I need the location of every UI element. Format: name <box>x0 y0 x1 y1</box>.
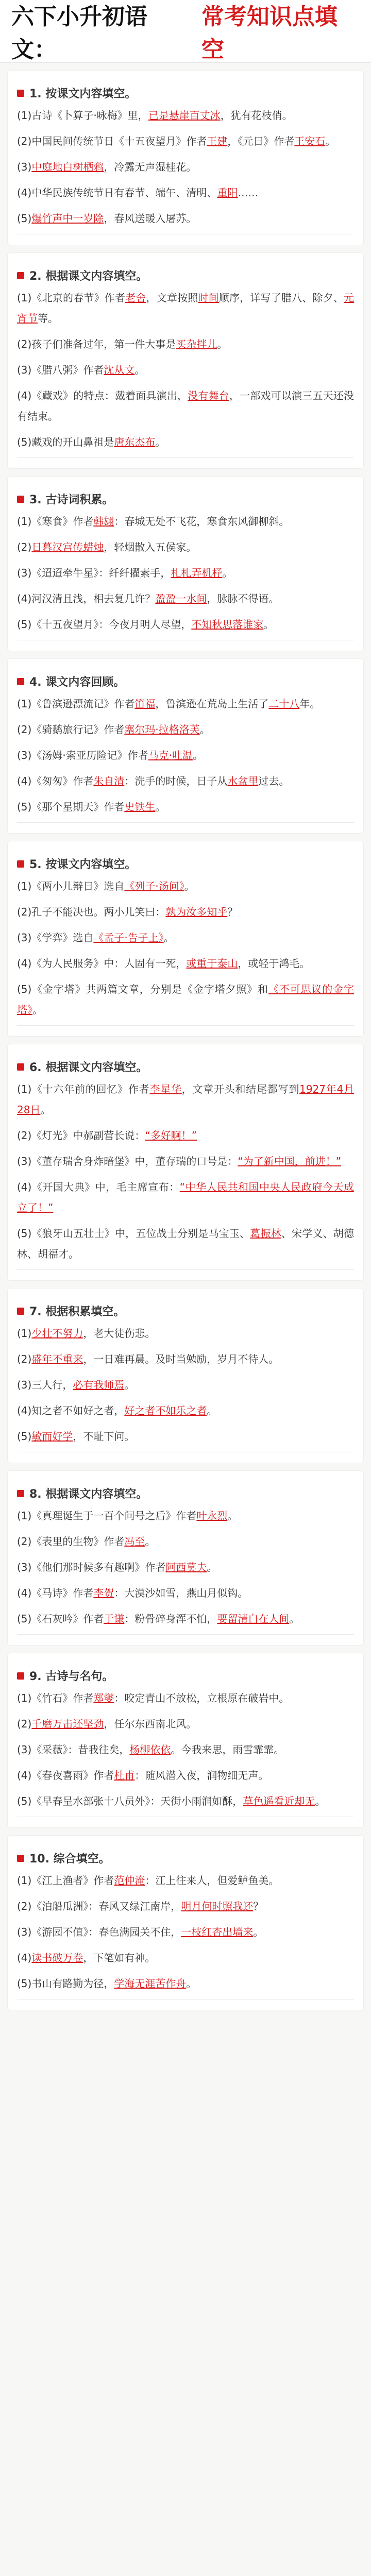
answer-text: 杨柳依依 <box>129 1743 171 1756</box>
question-text: 。 <box>199 723 210 736</box>
section-heading-text: 6. 根据课文内容填空。 <box>29 1061 148 1074</box>
question-text: (2) <box>17 541 32 553</box>
question-text: ？ <box>227 906 238 918</box>
question-text: 。 <box>193 749 204 761</box>
fill-blank-item <box>17 771 354 791</box>
fill-blank-item <box>17 693 354 714</box>
question-text: (5)《狼牙山五壮士》中，五位战士分别是马宝玉、 <box>17 1227 250 1240</box>
fill-blank-item <box>17 1151 354 1172</box>
fill-blank-item <box>17 1688 354 1708</box>
question-text: (4)《为人民服务》中：人固有一死， <box>17 957 187 970</box>
fill-blank-item <box>17 1608 354 1629</box>
question-text: 过去。 <box>258 775 290 787</box>
question-text: ，犹有花枝俏。 <box>220 109 293 122</box>
section-divider <box>17 1634 354 1635</box>
answer-text: 盈盈一水间 <box>155 592 207 605</box>
section-heading <box>17 1298 354 1323</box>
question-text: (3)《迢迢牵牛星》：纤纤擢素手， <box>17 567 171 579</box>
section-block <box>7 252 364 469</box>
question-text: (3)《董存瑞舍身炸暗堡》中，董存瑞的口号是： <box>17 1155 238 1167</box>
question-text: ，文章按照 <box>146 292 198 304</box>
question-text: …… <box>238 187 259 199</box>
question-text: (5)藏戏的开山鼻祖是 <box>17 436 114 448</box>
section-heading-text: 7. 根据积累填空。 <box>29 1306 125 1318</box>
question-text: 顺序，详写了腊八、除夕、 <box>218 292 344 304</box>
bullet-square-icon <box>17 272 24 279</box>
question-text: ：随风潜入夜，润物细无声。 <box>134 1769 269 1782</box>
answer-text: 沈从文 <box>104 364 135 376</box>
answer-text: “为了新中国，前进！” <box>238 1155 342 1167</box>
fill-blank-item <box>17 563 354 583</box>
answer-text: “多好啊！” <box>145 1129 197 1142</box>
question-text: 年。 <box>299 698 321 710</box>
answer-text: 王安石 <box>294 135 326 147</box>
question-text: ：洗手的时候，日子从 <box>124 775 228 787</box>
question-text: ，下笔如有神。 <box>83 1952 156 1964</box>
page-header <box>0 0 371 63</box>
section-divider <box>17 1269 354 1270</box>
answer-text: “中华人民共和国中央人民政府今天成立了！” <box>17 1181 354 1214</box>
answer-text: 要留清白在人间 <box>217 1613 290 1625</box>
fill-blank-item <box>17 1765 354 1786</box>
fill-blank-item <box>17 719 354 740</box>
question-text: 。 <box>184 880 195 892</box>
question-text: (3)《游园不值》：春色满园关不住， <box>17 1926 181 1938</box>
fill-blank-item <box>17 745 354 766</box>
answer-text: 敏而好学 <box>31 1430 73 1443</box>
answer-text: 好之者不如乐之者 <box>124 1404 207 1417</box>
answer-text: 元宵节 <box>17 292 355 325</box>
question-text: (4)《开国大典》中，毛主席宣布： <box>17 1181 180 1193</box>
fill-blank-item <box>17 208 354 229</box>
section-block <box>7 841 364 1037</box>
fill-blank-item <box>17 1125 354 1146</box>
question-text: (1)《十六年前的回忆》作者 <box>17 1083 150 1095</box>
answer-text: 少壮不努力 <box>31 1327 83 1340</box>
question-text: 、宋学义、胡德林、胡福才。 <box>17 1227 355 1260</box>
question-text: 等。 <box>38 312 58 325</box>
question-text: 。 <box>134 364 145 376</box>
fill-blank-item <box>17 927 354 948</box>
fill-blank-item <box>17 1223 354 1264</box>
question-text: 。 <box>186 1977 197 1990</box>
fill-blank-item <box>17 1400 354 1421</box>
section-heading-text: 8. 根据课文内容填空。 <box>29 1488 148 1501</box>
section-heading <box>17 80 354 105</box>
answer-text: 重阳 <box>217 187 238 199</box>
question-text: (4)《匆匆》作者 <box>17 775 94 787</box>
fill-blank-item <box>17 902 354 922</box>
bullet-square-icon <box>17 678 24 685</box>
answer-text: 杜甫 <box>114 1769 135 1782</box>
answer-text: 李星华 <box>149 1083 182 1095</box>
question-text: (5) <box>17 1430 32 1443</box>
question-text: 。 <box>227 1510 238 1522</box>
question-text: ，一日难再晨。及时当勉励，岁月不待人。 <box>83 1353 279 1365</box>
bullet-square-icon <box>17 496 24 503</box>
answer-text: 水盆里 <box>227 775 259 787</box>
bullet-square-icon <box>17 1308 24 1315</box>
answer-text: 《列子·汤问》 <box>124 880 184 892</box>
section-heading <box>17 1480 354 1505</box>
fill-blank-item <box>17 334 354 354</box>
bullet-square-icon <box>17 1672 24 1680</box>
fill-blank-item <box>17 1870 354 1891</box>
section-heading-text: 4. 课文内容回顾。 <box>29 676 125 689</box>
answer-text: 韩翃 <box>93 515 114 528</box>
answer-text: 史铁生 <box>124 801 156 813</box>
fill-blank-item <box>17 1323 354 1344</box>
question-text: (3)《他们那时候多有趣啊》作者 <box>17 1561 166 1573</box>
section-heading-text: 9. 古诗与名句。 <box>29 1670 114 1683</box>
fill-blank-item <box>17 511 354 532</box>
question-text: (4)知之者不如好之者， <box>17 1404 125 1417</box>
question-text: (5)《早春呈水部张十八员外》：天街小雨润如酥， <box>17 1795 243 1807</box>
section-heading <box>17 1054 354 1079</box>
fill-blank-item <box>17 1426 354 1447</box>
answer-text: 于谦 <box>104 1613 125 1625</box>
question-text: (4) <box>17 1952 32 1964</box>
question-text: (5)《金字塔》共两篇文章，分别是《金字塔夕照》和 <box>17 983 268 995</box>
question-text: (1)《江上渔者》作者 <box>17 1874 114 1887</box>
answer-text: 或重于泰山 <box>186 957 238 970</box>
section-block <box>7 70 364 245</box>
question-text: ：咬定青山不放松，立根原在破岩中。 <box>114 1692 290 1704</box>
question-text: ，文章开头和结尾都写到 <box>181 1083 300 1095</box>
question-text: 。 <box>163 931 174 944</box>
answer-text: 日暮汉宫传蜡烛 <box>31 541 104 553</box>
answer-text: 郑燮 <box>93 1692 114 1704</box>
section-block <box>7 476 364 651</box>
page-subtitle: 常考知识点填空 <box>201 4 338 63</box>
fill-blank-item <box>17 796 354 817</box>
answer-text: 《孟子·告子上》 <box>93 931 164 944</box>
fill-blank-item <box>17 979 354 1020</box>
section-block <box>7 1044 364 1281</box>
question-text: (5)《石灰吟》作者 <box>17 1613 104 1625</box>
fill-blank-item <box>17 432 354 452</box>
question-text: 。 <box>263 618 274 631</box>
answer-text: 已是悬崖百丈冰 <box>148 109 221 122</box>
question-text: (4)中华民族传统节日有春节、端午、清明、 <box>17 187 217 199</box>
answer-text: 《不可思议的金字塔》 <box>17 983 354 1016</box>
question-text: 。 <box>155 801 166 813</box>
section-heading <box>17 851 354 876</box>
question-text: (4)河汉清且浅，相去复几许？ <box>17 592 156 605</box>
fill-blank-item <box>17 157 354 177</box>
question-text: (2)《灯光》中郝副营长说： <box>17 1129 145 1142</box>
question-text: 。 <box>155 436 166 448</box>
question-text: (1)古诗《卜算子·咏梅》里， <box>17 109 148 122</box>
answer-text: 没有舞台 <box>188 389 229 402</box>
question-text: ，春风送暖入屠苏。 <box>104 212 197 225</box>
bullet-square-icon <box>17 1490 24 1497</box>
question-text: (5)《十五夜望月》：今夜月明人尽望， <box>17 618 192 631</box>
question-text: 。 <box>222 567 233 579</box>
answer-text: 朱自清 <box>93 775 125 787</box>
answer-text: 笛福 <box>134 698 156 710</box>
fill-blank-item <box>17 131 354 151</box>
fill-blank-item <box>17 1349 354 1369</box>
question-text: ：江上往来人，但爱鲈鱼美。 <box>145 1874 279 1887</box>
fill-blank-item <box>17 1531 354 1552</box>
question-text: (2) <box>17 1353 32 1365</box>
section-heading-text: 2. 根据课文内容填空。 <box>29 270 148 283</box>
question-text: 。 <box>145 1535 156 1548</box>
question-text: ，《元日》作者 <box>227 135 295 147</box>
answer-text: 孰为汝多知乎 <box>165 906 228 918</box>
question-text: (1)《北京的春节》作者 <box>17 292 126 304</box>
question-text: 。今我来思，雨雪霏霏。 <box>171 1743 284 1756</box>
fill-blank-item <box>17 1505 354 1526</box>
fill-blank-item <box>17 1557 354 1578</box>
question-text: (2)《表里的生物》作者 <box>17 1535 125 1548</box>
answer-text: 马克·吐温 <box>148 749 193 761</box>
question-text: 。 <box>40 1104 51 1116</box>
section-block <box>7 1653 364 1828</box>
answer-text: 冯至 <box>124 1535 145 1548</box>
question-text: (3)《腊八粥》作者 <box>17 364 104 376</box>
question-text: ，任尔东西南北风。 <box>104 1718 197 1730</box>
question-text: ，冷露无声湿桂花。 <box>104 161 197 173</box>
fill-blank-item <box>17 1079 354 1120</box>
fill-blank-item <box>17 1714 354 1734</box>
question-text: (2)中国民间传统节日《十五夜望月》作者 <box>17 135 207 147</box>
question-text: ，不耻下问。 <box>73 1430 135 1443</box>
answer-text: 王建 <box>207 135 228 147</box>
section-heading <box>17 486 354 511</box>
question-text: 。 <box>217 338 228 350</box>
question-text: (4)《春夜喜雨》作者 <box>17 1769 114 1782</box>
question-text: (4)《藏戏》的特点：戴着面具演出， <box>17 389 188 402</box>
question-text: (1)《真理诞生于一百个问号之后》作者 <box>17 1510 197 1522</box>
question-text: 。 <box>207 1404 217 1417</box>
question-text: (3)三人行， <box>17 1379 73 1391</box>
question-text: ，一部戏可以演三五天还没有结束。 <box>17 389 354 422</box>
section-divider <box>17 1025 354 1026</box>
question-text: (3)《学弈》选自 <box>17 931 94 944</box>
question-text: ，或轻于鸿毛。 <box>238 957 310 970</box>
question-text: (3)《汤姆·索亚历险记》作者 <box>17 749 148 761</box>
answer-text: 草色遥看近却无 <box>243 1795 315 1807</box>
question-text: ，鲁滨逊在荒岛上生活了 <box>155 698 269 710</box>
question-text: ：大漠沙如雪，燕山月似钩。 <box>114 1587 248 1599</box>
fill-blank-item <box>17 1922 354 1942</box>
section-heading <box>17 1663 354 1688</box>
question-text: (3)《采薇》：昔我往矣， <box>17 1743 130 1756</box>
answer-text: 读书破万卷 <box>31 1952 83 1964</box>
fill-blank-item <box>17 1896 354 1917</box>
fill-blank-item <box>17 1973 354 1994</box>
fill-blank-item <box>17 1791 354 1811</box>
answer-text: 一枝红杏出墙来 <box>181 1926 254 1938</box>
section-block <box>7 658 364 834</box>
bullet-square-icon <box>17 90 24 97</box>
answer-text: 李贺 <box>93 1587 114 1599</box>
question-text: (5)书山有路勤为径， <box>17 1977 114 1990</box>
answer-text: 不知秋思落谁家 <box>191 618 264 631</box>
question-text: (1) <box>17 1327 32 1340</box>
section-heading-text: 3. 古诗词积累。 <box>29 494 114 506</box>
answer-text: 1927年4月28日 <box>17 1083 354 1116</box>
fill-blank-item <box>17 537 354 557</box>
section-heading-text: 1. 按课文内容填空。 <box>29 88 137 100</box>
question-text: (2)《骑鹅旅行记》作者 <box>17 723 125 736</box>
question-text: (5)《那个星期天》作者 <box>17 801 125 813</box>
question-text: ？ <box>253 1900 264 1912</box>
bullet-square-icon <box>17 860 24 868</box>
fill-blank-item <box>17 588 354 609</box>
question-text: (5) <box>17 212 32 225</box>
fill-blank-item <box>17 182 354 203</box>
answer-text: 阿西莫夫 <box>165 1561 207 1573</box>
question-text: (3) <box>17 161 32 173</box>
question-text: (2)孩子们准备过年，第一件大事是 <box>17 338 176 350</box>
section-heading-text: 5. 按课文内容填空。 <box>29 858 137 871</box>
fill-blank-item <box>17 1177 354 1218</box>
question-text: (2)《泊船瓜洲》：春风又绿江南岸， <box>17 1900 181 1912</box>
answer-text: 明月何时照我还 <box>181 1900 254 1912</box>
fill-blank-item <box>17 1947 354 1968</box>
answer-text: 札札弄机杼 <box>171 567 223 579</box>
bullet-square-icon <box>17 1855 24 1862</box>
answer-text: 老舍 <box>125 292 146 304</box>
answer-text: 葛振林 <box>250 1227 281 1240</box>
question-text: 。 <box>124 1379 135 1391</box>
question-text: (1)《竹石》作者 <box>17 1692 94 1704</box>
answer-text: 二十八 <box>268 698 300 710</box>
question-text: (1)《鲁滨逊漂流记》作者 <box>17 698 135 710</box>
answer-text: 买杂拌儿 <box>176 338 217 350</box>
section-heading <box>17 1845 354 1870</box>
answer-text: 爆竹声中一岁除 <box>31 212 104 225</box>
bullet-square-icon <box>17 1063 24 1071</box>
question-text: 。 <box>289 1613 300 1625</box>
fill-blank-item <box>17 360 354 380</box>
fill-blank-item <box>17 1583 354 1603</box>
question-text: (2)孔子不能决也。两小儿笑曰： <box>17 906 166 918</box>
answer-text: 塞尔玛·拉格洛芙 <box>124 723 200 736</box>
question-text: (2) <box>17 1718 32 1730</box>
section-heading <box>17 262 354 287</box>
page-title: 六下小升初语文： <box>11 4 147 63</box>
fill-blank-item <box>17 953 354 974</box>
question-text: 。 <box>315 1795 326 1807</box>
fill-blank-item <box>17 1739 354 1760</box>
fill-blank-item <box>17 876 354 896</box>
section-block <box>7 1835 364 2010</box>
content-area <box>0 70 371 2010</box>
fill-blank-item <box>17 105 354 126</box>
answer-text: 千磨万击还坚劲 <box>31 1718 104 1730</box>
fill-blank-item <box>17 385 354 427</box>
question-text: 。 <box>325 135 336 147</box>
question-text: (4)《马诗》作者 <box>17 1587 94 1599</box>
question-text: ，脉脉不得语。 <box>207 592 279 605</box>
answer-text: 学海无涯苦作舟 <box>114 1977 187 1990</box>
question-text: 。 <box>32 1004 43 1016</box>
question-text: (1)《两小儿辩日》选自 <box>17 880 125 892</box>
fill-blank-item <box>17 1375 354 1395</box>
question-text: ，轻烟散入五侯家。 <box>104 541 197 553</box>
section-divider <box>17 457 354 458</box>
section-block <box>7 1288 364 1463</box>
answer-text: 盛年不重来 <box>31 1353 83 1365</box>
fill-blank-item <box>17 614 354 635</box>
question-text: 。 <box>207 1561 217 1573</box>
section-heading <box>17 668 354 693</box>
answer-text: 范仲淹 <box>114 1874 145 1887</box>
question-text: 。 <box>253 1926 264 1938</box>
section-heading-text: 10. 综合填空。 <box>29 1853 110 1866</box>
answer-text: 叶永烈 <box>196 1510 228 1522</box>
question-text: ：粉骨碎身浑不怕， <box>124 1613 217 1625</box>
question-text: ：春城无处不飞花，寒食东风御柳斜。 <box>114 515 290 528</box>
question-text: ，老大徒伤悲。 <box>83 1327 156 1340</box>
answer-text: 中庭地白树栖鸦 <box>31 161 104 173</box>
section-divider <box>17 822 354 823</box>
answer-text: 必有我师焉 <box>73 1379 125 1391</box>
answer-text: 时间 <box>198 292 219 304</box>
question-text: (1)《寒食》作者 <box>17 515 94 528</box>
section-block <box>7 1470 364 1646</box>
fill-blank-item <box>17 287 354 329</box>
answer-text: 唐东杰布 <box>114 436 156 448</box>
